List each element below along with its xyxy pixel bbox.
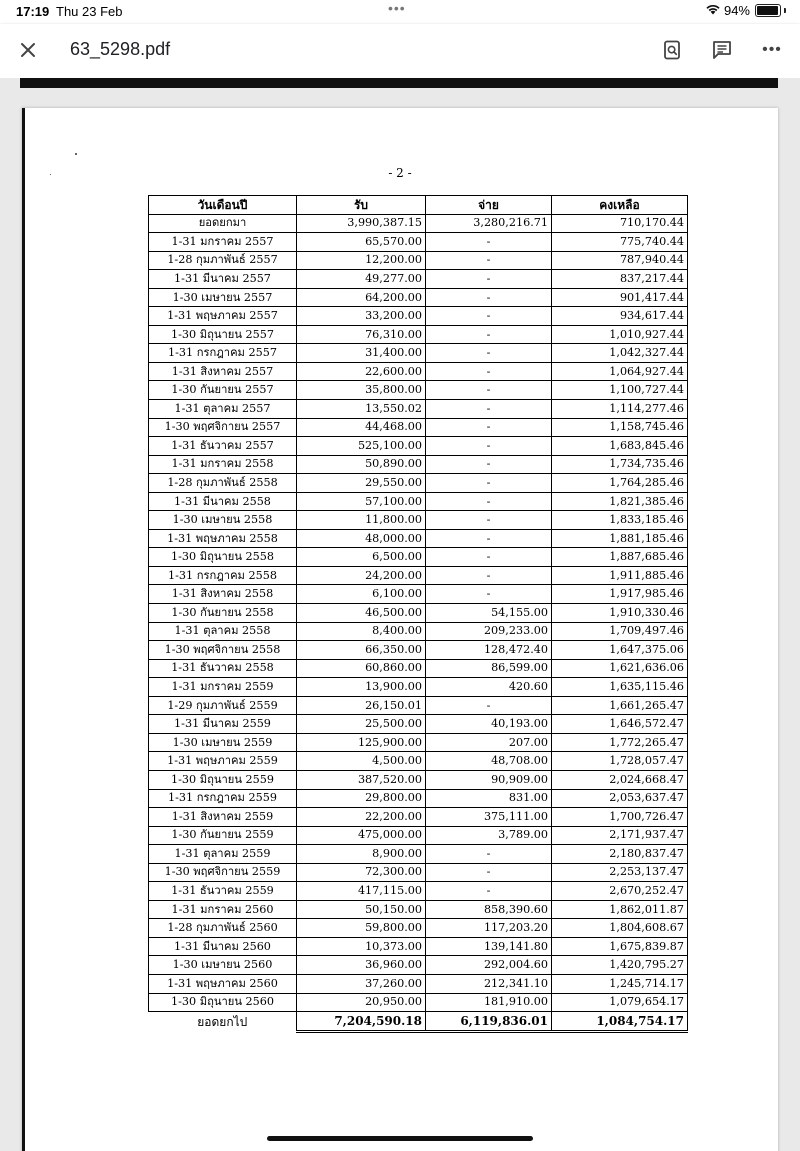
- cell-income: 29,800.00: [297, 789, 426, 808]
- cell-expense: 209,233.00: [426, 622, 552, 641]
- cell-expense: -: [426, 344, 552, 363]
- table-row: [149, 288, 688, 307]
- search-in-document-button[interactable]: [658, 36, 686, 64]
- status-bar: [0, 0, 800, 24]
- cell-expense: -: [426, 400, 552, 419]
- table-row: [149, 214, 688, 233]
- cell-expense: -: [426, 418, 552, 437]
- cell-expense: -: [426, 251, 552, 270]
- cell-date: 1-31 ตุลาคม 2557: [149, 400, 297, 419]
- cell-income: 20,950.00: [297, 993, 426, 1012]
- cell-income: 46,500.00: [297, 604, 426, 623]
- cell-income: 65,570.00: [297, 233, 426, 252]
- cell-income: 66,350.00: [297, 641, 426, 660]
- cell-expense: -: [426, 437, 552, 456]
- cell-balance: 1,734,735.46: [552, 455, 688, 474]
- cell-balance: 1,621,636.06: [552, 659, 688, 678]
- cell-date: 1-31 พฤษภาคม 2559: [149, 752, 297, 771]
- cell-expense: 292,004.60: [426, 956, 552, 975]
- cell-income: 44,468.00: [297, 418, 426, 437]
- table-row: [149, 474, 688, 493]
- cell-income: 13,900.00: [297, 678, 426, 697]
- table-row: [149, 715, 688, 734]
- cell-date: 1-30 มิถุนายน 2558: [149, 548, 297, 567]
- table-row: [149, 344, 688, 363]
- cell-expense: 858,390.60: [426, 900, 552, 919]
- cell-date: ยอดยกมา: [149, 214, 297, 233]
- cell-date: 1-31 ตุลาคม 2558: [149, 622, 297, 641]
- cell-income: 22,600.00: [297, 362, 426, 381]
- cell-date: 1-30 เมษายน 2557: [149, 288, 297, 307]
- table-row: [149, 733, 688, 752]
- cell-income: 525,100.00: [297, 437, 426, 456]
- cell-date: 1-30 มิถุนายน 2557: [149, 325, 297, 344]
- cell-balance: 1,910,330.46: [552, 604, 688, 623]
- cell-balance: 775,740.44: [552, 233, 688, 252]
- more-options-button[interactable]: •••: [762, 41, 782, 58]
- cell-expense: 212,341.10: [426, 974, 552, 993]
- cell-income: 33,200.00: [297, 307, 426, 326]
- cell-expense: 48,708.00: [426, 752, 552, 771]
- cell-balance: 1,646,572.47: [552, 715, 688, 734]
- cell-income: 12,200.00: [297, 251, 426, 270]
- table-row: [149, 362, 688, 381]
- cell-expense: -: [426, 529, 552, 548]
- cell-balance: 1,635,115.46: [552, 678, 688, 697]
- total-balance: 1,084,754.17: [552, 1012, 688, 1032]
- table-row: [149, 937, 688, 956]
- table-row: [149, 770, 688, 789]
- cell-balance: 1,700,726.47: [552, 808, 688, 827]
- cell-date: 1-31 สิงหาคม 2557: [149, 362, 297, 381]
- battery-percent: 94%: [723, 3, 750, 18]
- multitask-handle[interactable]: •••: [388, 0, 406, 16]
- cell-balance: 1,661,265.47: [552, 696, 688, 715]
- cell-date: 1-30 มิถุนายน 2560: [149, 993, 297, 1012]
- table-row: [149, 511, 688, 530]
- table-row: [149, 437, 688, 456]
- cell-expense: -: [426, 511, 552, 530]
- table-row: [149, 566, 688, 585]
- cell-balance: 934,617.44: [552, 307, 688, 326]
- table-row: [149, 808, 688, 827]
- cell-expense: 40,193.00: [426, 715, 552, 734]
- status-time: 17:19: [16, 4, 50, 19]
- table-row: [149, 789, 688, 808]
- cell-expense: 128,472.40: [426, 641, 552, 660]
- cell-expense: -: [426, 585, 552, 604]
- cell-date: 1-31 มีนาคม 2558: [149, 492, 297, 511]
- cell-balance: 1,728,057.47: [552, 752, 688, 771]
- close-icon: [20, 42, 36, 58]
- cell-balance: 1,675,839.87: [552, 937, 688, 956]
- cell-income: 36,960.00: [297, 956, 426, 975]
- table-row: [149, 325, 688, 344]
- battery-fill: [757, 6, 778, 15]
- cell-expense: 3,789.00: [426, 826, 552, 845]
- cell-income: 25,500.00: [297, 715, 426, 734]
- cell-balance: 1,917,985.46: [552, 585, 688, 604]
- battery-tip: [784, 8, 786, 13]
- cell-date: 1-30 เมษายน 2558: [149, 511, 297, 530]
- cell-date: 1-31 กรกฎาคม 2558: [149, 566, 297, 585]
- cell-expense: -: [426, 863, 552, 882]
- table-row: [149, 622, 688, 641]
- cell-expense: -: [426, 548, 552, 567]
- cell-income: 387,520.00: [297, 770, 426, 789]
- pdf-page: [22, 108, 778, 1151]
- close-button[interactable]: [14, 36, 42, 64]
- ledger-body: [149, 214, 688, 1031]
- table-row: [149, 919, 688, 938]
- cell-expense: 181,910.00: [426, 993, 552, 1012]
- cell-balance: 1,881,185.46: [552, 529, 688, 548]
- table-row: [149, 548, 688, 567]
- total-expense: 6,119,836.01: [426, 1012, 552, 1032]
- home-indicator[interactable]: [267, 1136, 533, 1141]
- cell-date: 1-31 ธันวาคม 2559: [149, 882, 297, 901]
- cell-expense: -: [426, 325, 552, 344]
- table-row: [149, 381, 688, 400]
- table-row: [149, 418, 688, 437]
- cell-balance: 1,079,654.17: [552, 993, 688, 1012]
- cell-expense: 207.00: [426, 733, 552, 752]
- cell-balance: 2,053,637.47: [552, 789, 688, 808]
- cell-income: 31,400.00: [297, 344, 426, 363]
- cell-income: 3,990,387.15: [297, 214, 426, 233]
- cell-expense: 86,599.00: [426, 659, 552, 678]
- cell-date: 1-31 ตุลาคม 2559: [149, 845, 297, 864]
- cell-expense: -: [426, 474, 552, 493]
- cell-date: 1-31 พฤษภาคม 2557: [149, 307, 297, 326]
- cell-income: 8,400.00: [297, 622, 426, 641]
- cell-date: 1-28 กุมภาพันธ์ 2560: [149, 919, 297, 938]
- cell-date: 1-30 เมษายน 2560: [149, 956, 297, 975]
- cell-balance: 1,887,685.46: [552, 548, 688, 567]
- cell-balance: 1,821,385.46: [552, 492, 688, 511]
- total-label: ยอดยกไป: [149, 1012, 297, 1032]
- cell-expense: 54,155.00: [426, 604, 552, 623]
- cell-balance: 787,940.44: [552, 251, 688, 270]
- cell-expense: 420.60: [426, 678, 552, 697]
- table-row: [149, 604, 688, 623]
- file-title: 63_5298.pdf: [70, 39, 171, 59]
- cell-income: 13,550.02: [297, 400, 426, 419]
- cell-expense: -: [426, 845, 552, 864]
- cell-date: 1-31 มีนาคม 2559: [149, 715, 297, 734]
- cell-date: 1-30 พฤศจิกายน 2558: [149, 641, 297, 660]
- cell-expense: -: [426, 307, 552, 326]
- cell-balance: 1,100,727.44: [552, 381, 688, 400]
- cell-balance: 1,158,745.46: [552, 418, 688, 437]
- cell-expense: -: [426, 882, 552, 901]
- status-right: [705, 3, 786, 18]
- cell-expense: -: [426, 696, 552, 715]
- cell-income: 4,500.00: [297, 752, 426, 771]
- table-row: [149, 641, 688, 660]
- table-row: [149, 882, 688, 901]
- comments-button[interactable]: [708, 36, 736, 64]
- cell-expense: -: [426, 381, 552, 400]
- cell-income: 475,000.00: [297, 826, 426, 845]
- table-row: [149, 307, 688, 326]
- table-row: [149, 251, 688, 270]
- cell-expense: -: [426, 492, 552, 511]
- cell-income: 125,900.00: [297, 733, 426, 752]
- table-row: [149, 455, 688, 474]
- cell-date: 1-31 มกราคม 2559: [149, 678, 297, 697]
- pdf-viewer[interactable]: [0, 78, 800, 1151]
- cell-balance: 1,420,795.27: [552, 956, 688, 975]
- header-expense: จ่าย: [426, 196, 552, 215]
- cell-expense: -: [426, 233, 552, 252]
- wifi-icon: [705, 3, 721, 18]
- cell-balance: 1,709,497.46: [552, 622, 688, 641]
- cell-expense: 90,909.00: [426, 770, 552, 789]
- table-row: [149, 529, 688, 548]
- cell-income: 60,860.00: [297, 659, 426, 678]
- cell-date: 1-31 มีนาคม 2557: [149, 270, 297, 289]
- cell-balance: 710,170.44: [552, 214, 688, 233]
- cell-balance: 1,764,285.46: [552, 474, 688, 493]
- cell-date: 1-30 กันยายน 2558: [149, 604, 297, 623]
- cell-date: 1-31 พฤษภาคม 2558: [149, 529, 297, 548]
- cell-balance: 2,171,937.47: [552, 826, 688, 845]
- cell-balance: 1,804,608.67: [552, 919, 688, 938]
- cell-date: 1-31 กรกฎาคม 2559: [149, 789, 297, 808]
- cell-expense: 375,111.00: [426, 808, 552, 827]
- cell-date: 1-28 กุมภาพันธ์ 2557: [149, 251, 297, 270]
- cell-income: 11,800.00: [297, 511, 426, 530]
- cell-date: 1-31 สิงหาคม 2559: [149, 808, 297, 827]
- cell-date: 1-30 มิถุนายน 2559: [149, 770, 297, 789]
- cell-balance: 1,772,265.47: [552, 733, 688, 752]
- cell-income: 6,500.00: [297, 548, 426, 567]
- table-row: [149, 659, 688, 678]
- cell-income: 59,800.00: [297, 919, 426, 938]
- cell-date: 1-31 กรกฎาคม 2557: [149, 344, 297, 363]
- table-total-row: [149, 1012, 688, 1032]
- table-row: [149, 845, 688, 864]
- cell-expense: -: [426, 566, 552, 585]
- cell-balance: 837,217.44: [552, 270, 688, 289]
- table-row: [149, 752, 688, 771]
- table-row: [149, 863, 688, 882]
- cell-expense: 831.00: [426, 789, 552, 808]
- table-row: [149, 956, 688, 975]
- battery-icon: [755, 4, 781, 17]
- status-date: Thu 23 Feb: [56, 4, 123, 19]
- cell-income: 72,300.00: [297, 863, 426, 882]
- cell-date: 1-31 มกราคม 2560: [149, 900, 297, 919]
- table-row: [149, 696, 688, 715]
- cell-balance: 1,833,185.46: [552, 511, 688, 530]
- cell-balance: 1,064,927.44: [552, 362, 688, 381]
- header-balance: คงเหลือ: [552, 196, 688, 215]
- doc-search-icon: [663, 40, 681, 60]
- table-row: [149, 233, 688, 252]
- cell-date: 1-31 มีนาคม 2560: [149, 937, 297, 956]
- page-shadow-edge: [22, 108, 25, 1151]
- table-row: [149, 270, 688, 289]
- cell-date: 1-30 พฤศจิกายน 2557: [149, 418, 297, 437]
- cell-expense: -: [426, 455, 552, 474]
- cell-expense: 3,280,216.71: [426, 214, 552, 233]
- cell-income: 22,200.00: [297, 808, 426, 827]
- cell-date: 1-31 ธันวาคม 2558: [149, 659, 297, 678]
- cell-balance: 1,862,011.87: [552, 900, 688, 919]
- cell-balance: 1,647,375.06: [552, 641, 688, 660]
- previous-page-edge: [20, 78, 778, 88]
- cell-expense: 139,141.80: [426, 937, 552, 956]
- cell-balance: 1,042,327.44: [552, 344, 688, 363]
- header-income: รับ: [297, 196, 426, 215]
- cell-balance: 1,911,885.46: [552, 566, 688, 585]
- cell-date: 1-30 พฤศจิกายน 2559: [149, 863, 297, 882]
- cell-balance: 2,024,668.47: [552, 770, 688, 789]
- cell-income: 6,100.00: [297, 585, 426, 604]
- cell-date: 1-29 กุมภาพันธ์ 2559: [149, 696, 297, 715]
- table-row: [149, 400, 688, 419]
- cell-balance: 2,670,252.47: [552, 882, 688, 901]
- table-row: [149, 492, 688, 511]
- cell-income: 50,150.00: [297, 900, 426, 919]
- scan-speck: [75, 153, 77, 155]
- cell-date: 1-31 สิงหาคม 2558: [149, 585, 297, 604]
- cell-income: 37,260.00: [297, 974, 426, 993]
- pdf-toolbar: [0, 24, 800, 78]
- cell-income: 26,150.01: [297, 696, 426, 715]
- cell-expense: -: [426, 362, 552, 381]
- cell-balance: 1,245,714.17: [552, 974, 688, 993]
- cell-income: 10,373.00: [297, 937, 426, 956]
- cell-balance: 1,683,845.46: [552, 437, 688, 456]
- cell-balance: 2,253,137.47: [552, 863, 688, 882]
- table-row: [149, 826, 688, 845]
- cell-balance: 901,417.44: [552, 288, 688, 307]
- table-row: [149, 900, 688, 919]
- cell-date: 1-30 กันยายน 2559: [149, 826, 297, 845]
- cell-income: 35,800.00: [297, 381, 426, 400]
- cell-date: 1-30 เมษายน 2559: [149, 733, 297, 752]
- cell-income: 417,115.00: [297, 882, 426, 901]
- table-header-row: [149, 196, 688, 215]
- ledger-table: [148, 195, 688, 1033]
- cell-date: 1-31 มกราคม 2558: [149, 455, 297, 474]
- cell-income: 57,100.00: [297, 492, 426, 511]
- cell-expense: 117,203.20: [426, 919, 552, 938]
- cell-date: 1-31 ธันวาคม 2557: [149, 437, 297, 456]
- page-number: - 2 -: [388, 166, 412, 180]
- cell-date: 1-31 มกราคม 2557: [149, 233, 297, 252]
- header-date: วันเดือนปี: [149, 196, 297, 215]
- cell-date: 1-28 กุมภาพันธ์ 2558: [149, 474, 297, 493]
- cell-income: 29,550.00: [297, 474, 426, 493]
- cell-income: 76,310.00: [297, 325, 426, 344]
- cell-expense: -: [426, 288, 552, 307]
- cell-balance: 1,114,277.46: [552, 400, 688, 419]
- cell-income: 48,000.00: [297, 529, 426, 548]
- table-row: [149, 974, 688, 993]
- total-income: 7,204,590.18: [297, 1012, 426, 1032]
- table-row: [149, 993, 688, 1012]
- cell-expense: -: [426, 270, 552, 289]
- cell-date: 1-30 กันยายน 2557: [149, 381, 297, 400]
- cell-income: 24,200.00: [297, 566, 426, 585]
- cell-date: 1-31 พฤษภาคม 2560: [149, 974, 297, 993]
- comment-icon: [712, 40, 732, 60]
- cell-income: 49,277.00: [297, 270, 426, 289]
- cell-balance: 1,010,927.44: [552, 325, 688, 344]
- cell-income: 8,900.00: [297, 845, 426, 864]
- table-row: [149, 678, 688, 697]
- table-row: [149, 585, 688, 604]
- cell-balance: 2,180,837.47: [552, 845, 688, 864]
- cell-income: 50,890.00: [297, 455, 426, 474]
- cell-income: 64,200.00: [297, 288, 426, 307]
